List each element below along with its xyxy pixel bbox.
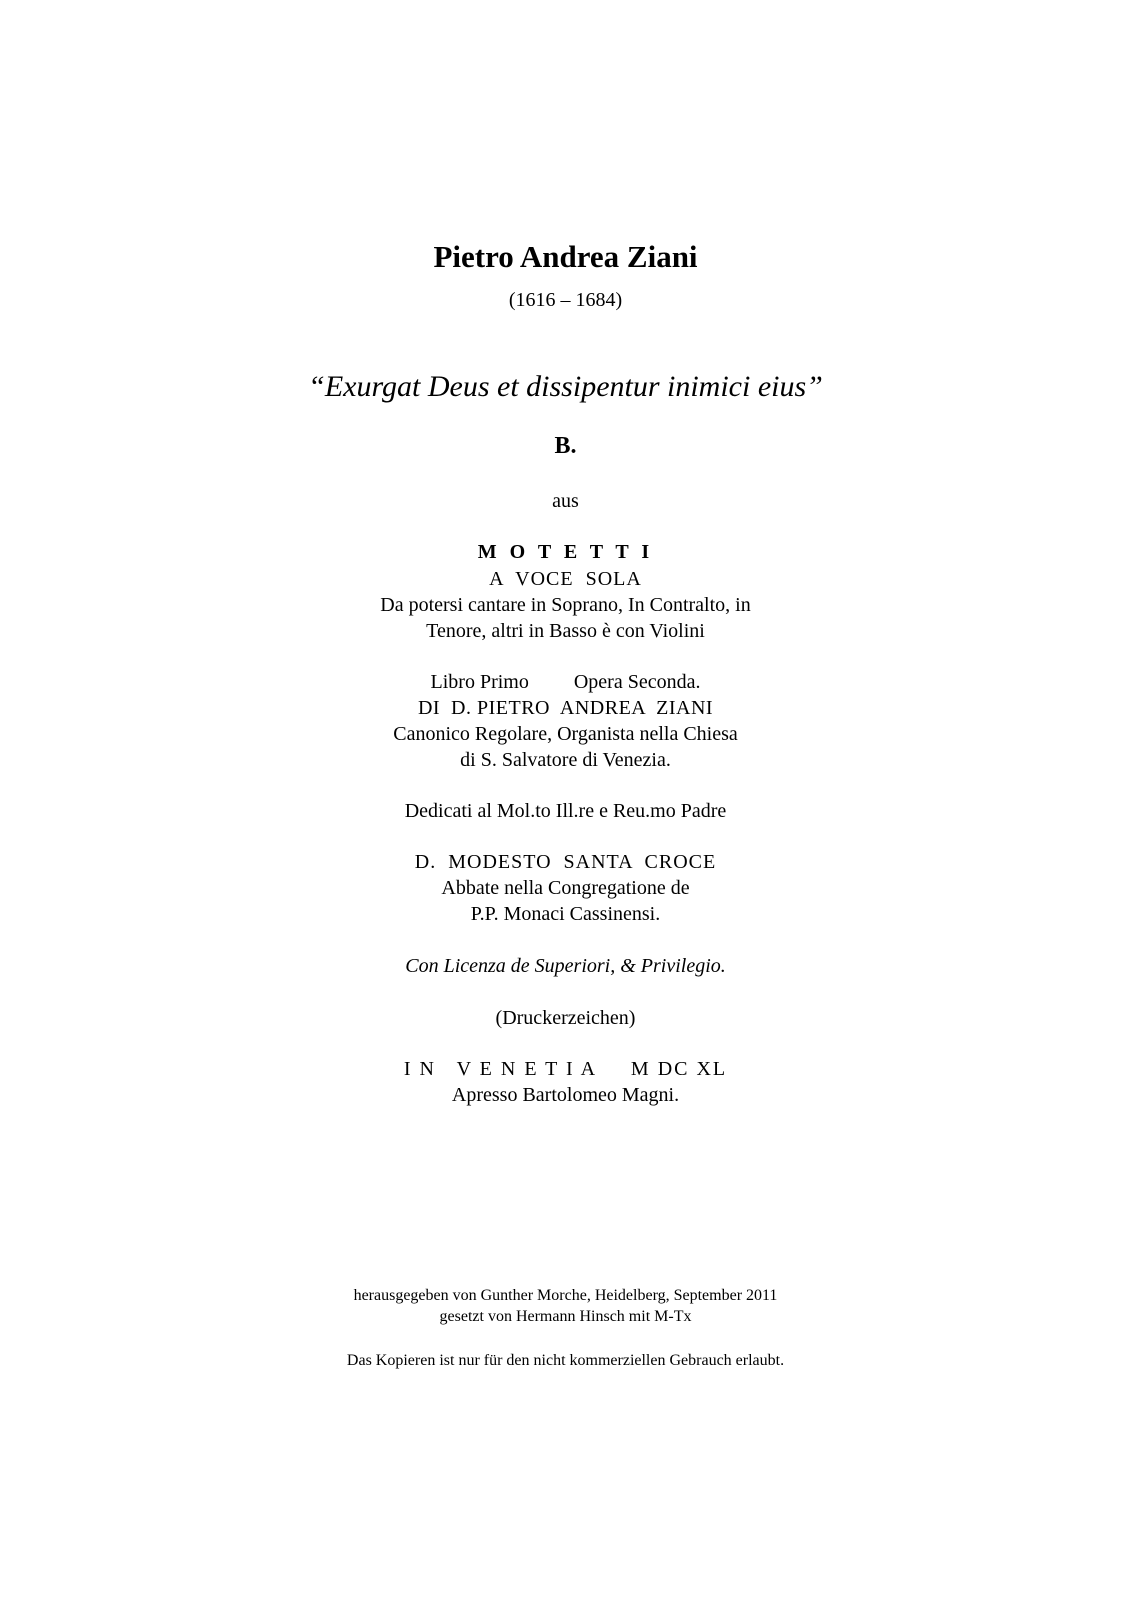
imprint-place-year: I N V E N E T I A M DC XL (403, 1058, 728, 1080)
book-opus-line: Libro Primo Opera Seconda. (430, 671, 701, 693)
license-line: Con Licenza de Superiori, & Privilegio. (405, 955, 726, 977)
source-title: M O T E T T I (477, 541, 654, 563)
composer-dates: (1616 – 1684) (508, 289, 623, 311)
author-position-line-2: di S. Salvatore di Venezia. (460, 749, 671, 771)
dedication-line: Dedicati al Mol.to Ill.re e Reu.mo Padre (404, 800, 727, 822)
source-description-line-2: Tenore, altri in Basso è con Violini (426, 620, 705, 642)
voice-label: B. (554, 433, 577, 459)
imprint-publisher: Apresso Bartolomeo Magni. (451, 1084, 680, 1106)
copyright-notice: Das Kopieren ist nur für den nicht kommerziellen Gebrauch erlaubt. (346, 1352, 785, 1369)
author-line: DI D. PIETRO ANDREA ZIANI (417, 697, 714, 719)
dedicatee-title-line-1: Abbate nella Congregatione de (441, 877, 690, 899)
source-description-line-1: Da potersi cantare in Soprano, In Contralto, in (380, 594, 751, 616)
typesetting-credit: gesetzt von Hermann Hinsch mit M-Tx (439, 1308, 692, 1325)
author-position-line-1: Canonico Regolare, Organista nella Chiesa (393, 723, 738, 745)
composer-name: Pietro Andrea Ziani (433, 239, 698, 274)
work-title: “Exurgat Deus et dissipentur inimici eius” (308, 370, 823, 403)
dedicatee-title-line-2: P.P. Monaci Cassinensi. (470, 903, 661, 925)
from-label: aus (552, 490, 579, 512)
printer-mark-note: (Druckerzeichen) (495, 1007, 636, 1029)
source-subtitle: A VOCE SOLA (489, 568, 642, 590)
dedicatee-name: D. MODESTO SANTA CROCE (414, 851, 717, 873)
edition-credit: herausgegeben von Gunther Morche, Heidelberg, September 2011 (353, 1287, 778, 1304)
